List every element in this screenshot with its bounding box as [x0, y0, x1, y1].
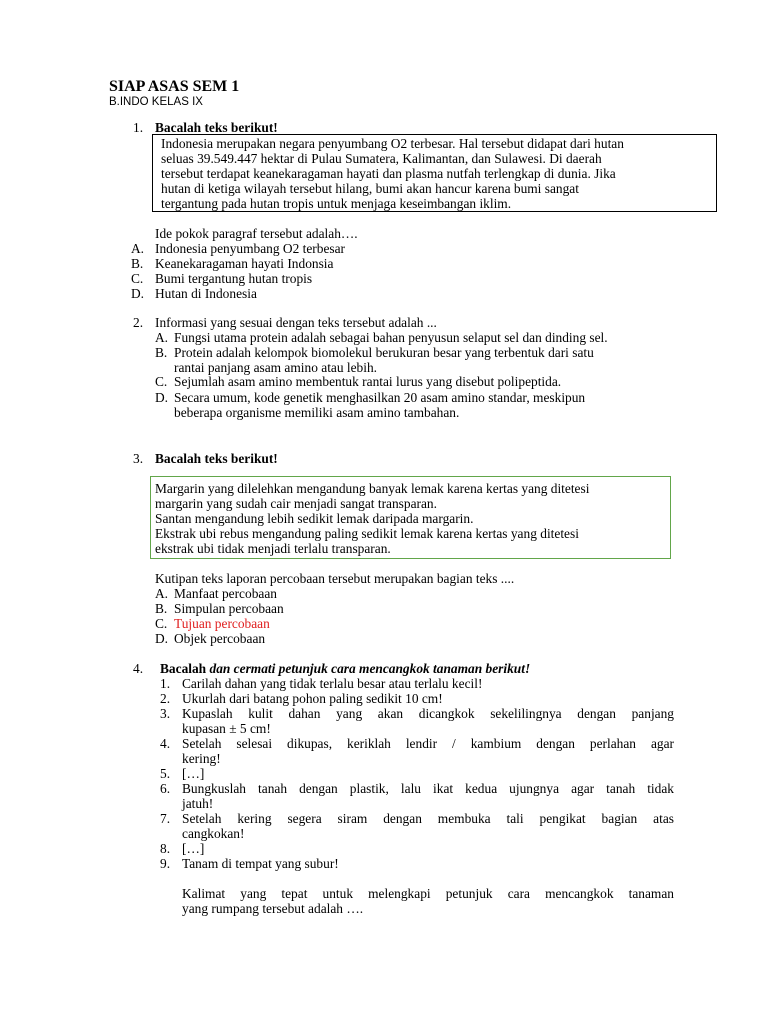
- question-3-passage-line: margarin yang sudah cair menjadi sangat transparan.: [155, 496, 437, 511]
- option-text: Secara umum, kode genetik menghasilkan 20 asam amino standar, meskipun: [174, 390, 586, 405]
- option-text: Keanekaragaman hayati Indonsia: [155, 256, 334, 271]
- step-number: 3.: [160, 706, 171, 721]
- page-subtitle: B.INDO KELAS IX: [109, 96, 203, 108]
- option-text: Simpulan percobaan: [174, 601, 284, 616]
- question-3-instruction: Bacalah teks berikut!: [155, 451, 278, 466]
- step-number: 2.: [160, 691, 171, 706]
- question-1-passage-line: tersebut terdapat keanekaragaman hayati dan plasma nutfah terlengkap di dunia. Jika: [161, 166, 616, 181]
- step-text: kering!: [182, 751, 221, 766]
- step-text: Bungkuslah tanah dengan plastik, lalu ikat kedua ujungnya agar tanah tidak: [182, 781, 674, 796]
- step-text: Setelah selesai dikupas, keriklah lendir / kambium dengan perlahan agar: [182, 736, 674, 751]
- question-2-number: 2.: [133, 315, 144, 330]
- question-4-text: Kalimat yang tepat untuk melengkapi petunjuk cara mencangkok tanaman: [182, 886, 674, 901]
- option-text: rantai panjang asam amino atau lebih.: [174, 360, 378, 375]
- option-letter: C.: [155, 374, 168, 389]
- option-letter: A.: [155, 586, 169, 601]
- question-1-text: Ide pokok paragraf tersebut adalah….: [155, 226, 358, 241]
- question-4-instruction-bold: Bacalah: [160, 661, 207, 676]
- option-letter: D.: [155, 390, 169, 405]
- step-number: 4.: [160, 736, 171, 751]
- step-text: Setelah kering segera siram dengan membuka tali pengikat bagian atas: [182, 811, 674, 826]
- question-1-passage-line: tergantung pada hutan tropis untuk menjaga keseimbangan iklim.: [161, 196, 512, 211]
- step-text: Ukurlah dari batang pohon paling sedikit 10 cm!: [182, 691, 443, 706]
- option-letter: D.: [131, 286, 145, 301]
- question-3-text: Kutipan teks laporan percobaan tersebut merupakan bagian teks ....: [155, 571, 515, 586]
- step-text: jatuh!: [182, 796, 214, 811]
- step-text: kupasan ± 5 cm!: [182, 721, 271, 736]
- question-1-instruction: Bacalah teks berikut!: [155, 120, 278, 135]
- step-number: 1.: [160, 676, 171, 691]
- question-4-instruction: [160, 661, 530, 676]
- step-text: Kupaslah kulit dahan yang akan dicangkok sekelilingnya dengan panjang: [182, 706, 674, 721]
- question-2-text: Informasi yang sesuai dengan teks tersebut adalah ...: [155, 315, 437, 330]
- option-text: Objek percobaan: [174, 631, 266, 646]
- step-number: 7.: [160, 811, 171, 826]
- option-letter: D.: [155, 631, 169, 646]
- step-number: 9.: [160, 856, 171, 871]
- question-1-passage-line: hutan di ketiga wilayah tersebut hilang, bumi akan hancur karena bumi sangat: [161, 181, 579, 196]
- option-text: Indonesia penyumbang O2 terbesar: [155, 241, 346, 256]
- option-letter: A.: [155, 330, 169, 345]
- option-letter: A.: [131, 241, 145, 256]
- question-1-passage-line: seluas 39.549.447 hektar di Pulau Sumatera, Kalimantan, dan Sulawesi. Di daerah: [161, 151, 602, 166]
- option-text: Bumi tergantung hutan tropis: [155, 271, 313, 286]
- question-3-number: 3.: [133, 451, 144, 466]
- question-1-number: 1.: [133, 120, 144, 135]
- option-letter: B.: [155, 345, 168, 360]
- question-4-instruction-italic: dan cermati petunjuk cara mencangkok tanaman berikut!: [209, 661, 531, 676]
- option-letter: C.: [131, 271, 144, 286]
- option-text: Fungsi utama protein adalah sebagai bahan penyusun selaput sel dan dinding sel.: [174, 330, 608, 345]
- question-3-passage-line: Ekstrak ubi rebus mengandung paling sedikit lemak karena kertas yang ditetesi: [155, 526, 579, 541]
- option-text-highlighted: Tujuan percobaan: [174, 616, 270, 631]
- option-text: Manfaat percobaan: [174, 586, 277, 601]
- option-letter: B.: [131, 256, 144, 271]
- step-text: […]: [182, 841, 205, 856]
- step-number: 6.: [160, 781, 171, 796]
- question-4-text: yang rumpang tersebut adalah ….: [182, 901, 364, 916]
- question-3-passage-line: Santan mengandung lebih sedikit lemak daripada margarin.: [155, 511, 474, 526]
- step-text: Tanam di tempat yang subur!: [182, 856, 339, 871]
- option-letter: B.: [155, 601, 168, 616]
- option-text: beberapa organisme memiliki asam amino tambahan.: [174, 405, 460, 420]
- step-number: 8.: [160, 841, 171, 856]
- step-number: 5.: [160, 766, 171, 781]
- question-4-number: 4.: [133, 661, 144, 676]
- option-text: Protein adalah kelompok biomolekul berukuran besar yang terbentuk dari satu: [174, 345, 594, 360]
- page-title: SIAP ASAS SEM 1: [109, 78, 240, 95]
- step-text: Carilah dahan yang tidak terlalu besar atau terlalu kecil!: [182, 676, 483, 691]
- option-letter-highlighted: C.: [155, 616, 168, 631]
- option-text: Hutan di Indonesia: [155, 286, 257, 301]
- question-1-passage-line: Indonesia merupakan negara penyumbang O2 terbesar. Hal tersebut didapat dari hutan: [161, 136, 624, 151]
- option-text: Sejumlah asam amino membentuk rantai lurus yang disebut polipeptida.: [174, 374, 562, 389]
- step-text: […]: [182, 766, 205, 781]
- step-text: cangkokan!: [182, 826, 245, 841]
- question-3-passage-line: Margarin yang dilelehkan mengandung banyak lemak karena kertas yang ditetesi: [155, 481, 590, 496]
- question-3-passage-line: ekstrak ubi tidak menjadi terlalu transparan.: [155, 541, 391, 556]
